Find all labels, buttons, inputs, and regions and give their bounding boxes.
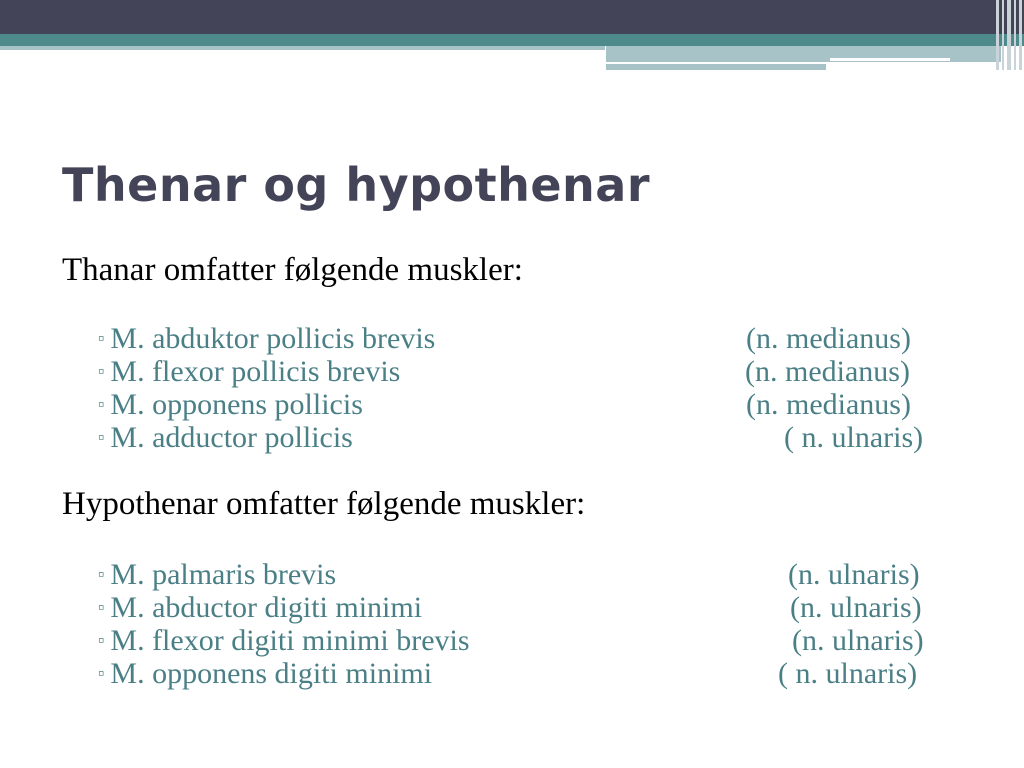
bullet-icon: ▫ <box>98 564 105 584</box>
muscle-name: M. flexor pollicis brevis <box>110 355 401 388</box>
bullet-icon: ▫ <box>98 597 105 617</box>
list-item <box>98 421 960 455</box>
list-item <box>98 558 960 592</box>
muscle-name: M. palmaris brevis <box>110 558 337 591</box>
muscle-name: M. adductor pollicis <box>110 421 353 454</box>
nerve-label: (n. medianus) <box>745 355 910 388</box>
list-item <box>98 657 960 691</box>
list-item <box>98 388 960 422</box>
bullet-icon: ▫ <box>98 361 105 381</box>
header-teal-band <box>0 34 1024 46</box>
nerve-label: (n. ulnaris) <box>788 558 920 591</box>
muscle-name: M. opponens pollicis <box>110 388 363 421</box>
header-accent-line <box>830 58 950 61</box>
list-item <box>98 322 960 356</box>
muscle-name: M. abduktor pollicis brevis <box>110 322 436 355</box>
thenar-heading: Thanar omfatter følgende muskler: <box>62 252 523 288</box>
header-stripes <box>994 0 1024 70</box>
bullet-icon: ▫ <box>98 394 105 414</box>
header-light-band <box>0 46 605 50</box>
nerve-label: (n. medianus) <box>746 388 911 421</box>
bullet-icon: ▫ <box>98 663 105 683</box>
list-item <box>98 624 960 658</box>
list-item <box>98 591 960 625</box>
bullet-icon: ▫ <box>98 427 105 447</box>
muscle-name: M. opponens digiti minimi <box>110 657 433 690</box>
bullet-icon: ▫ <box>98 328 105 348</box>
hypothenar-heading: Hypothenar omfatter følgende muskler: <box>62 486 586 522</box>
nerve-label: ( n. ulnaris) <box>778 657 918 690</box>
header-accent-band-lower <box>606 64 826 70</box>
nerve-label: (n. ulnaris) <box>792 624 924 657</box>
list-item <box>98 355 960 389</box>
bullet-icon: ▫ <box>98 630 105 650</box>
muscle-name: M. abductor digiti minimi <box>110 591 423 624</box>
muscle-name: M. flexor digiti minimi brevis <box>110 624 470 657</box>
header-dark-band <box>0 0 1024 34</box>
slide-title: Thenar og hypothenar <box>62 158 651 212</box>
nerve-label: ( n. ulnaris) <box>784 421 924 454</box>
nerve-label: (n. medianus) <box>746 322 911 355</box>
nerve-label: (n. ulnaris) <box>790 591 922 624</box>
